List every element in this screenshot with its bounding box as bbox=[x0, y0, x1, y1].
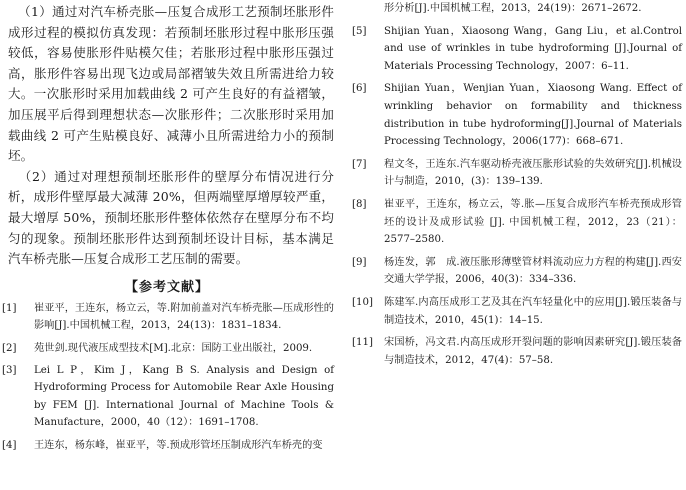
reference-item bbox=[346, 196, 682, 249]
reference-item bbox=[0, 362, 334, 432]
reference-number: [2] bbox=[2, 342, 17, 354]
reference-text: Shijian Yuan，Xiaosong Wang，Gang Liu，et al.Control and use of wrinkles in tube hydroforming [J].Journal of Materials Processing Technology，2007：6–11. bbox=[384, 25, 682, 72]
reference-number: [5] bbox=[352, 25, 367, 37]
reference-text: Shijian Yuan，Wenjian Yuan，Xiaosong Wang. Effect of wrinkling behavior on formability and thickness distribution in tube hydroforming[J].Journal of Materials Processing Technology，2006(177)：668–671. bbox=[384, 83, 682, 148]
reference-text: Lei L P，Kim J，Kang B S. Analysis and Design of Hydroforming Process for Automobile Rear Axle Housing by FEM [J]. International Journal of Machine Tools & Manufacture，2000，40（12）：1691–1708. bbox=[34, 364, 334, 429]
conclusion-paragraph-2 bbox=[0, 167, 334, 270]
reference-number: [7] bbox=[352, 158, 367, 170]
reference-continuation bbox=[346, 0, 682, 18]
reference-text: 陈建军.内高压成形工艺及其在汽车轻量化中的应用[J].锻压装备与制造技术，2010，45(1)：14–15. bbox=[384, 296, 682, 326]
reference-number: [8] bbox=[352, 198, 367, 210]
left-column bbox=[0, 0, 334, 459]
reference-text: 崔亚平，王连东，杨立云，等.附加前盖对汽车桥壳胀—压成形性的影响[J].中国机械工程，2013，24(13)：1831–1834. bbox=[34, 302, 334, 332]
reference-number: [6] bbox=[352, 83, 367, 95]
reference-item bbox=[0, 340, 334, 357]
reference-number: [10] bbox=[352, 296, 373, 308]
reference-text: 杨连发，郭 成.液压胀形薄壁管材料流动应力方程的构建[J].西安交通大学学报，2006，40(3)：334–336. bbox=[384, 256, 682, 286]
reference-number: [4] bbox=[2, 439, 17, 451]
reference-item bbox=[346, 156, 682, 191]
reference-number: [1] bbox=[2, 302, 17, 314]
conclusion-text-2: （2）通过对理想预制坯胀形件的壁厚分布情况进行分析，成形件壁厚最大减薄 20%，但两端壁厚增厚较严重，最大增厚 50%，预制坯胀形件整体依然存在壁厚分布不均匀的现象。预制坯胀形件达到预制坯设计目标，基本满足汽车桥壳胀—压复合成形工艺压制的需要。 bbox=[8, 168, 334, 267]
reference-item bbox=[346, 294, 682, 329]
reference-item bbox=[346, 23, 682, 76]
conclusion-text-1: （1）通过对汽车桥壳胀—压复合成形工艺预制坯胀形件成形过程的模拟仿真发现：若预制坯胀形过程中胀形压强较低，容易使胀形件贴模欠佳；若胀形过程中胀形压强过高，胀形件容易出现飞边或局部褶皱失效且所需进给力较大。一次胀形时采用加载曲线 2 可产生良好的有益褶皱，加压展平后得到理想状态—次胀形件；二次胀形时采用加载曲线 2 可产生贴模良好、减薄小且所需进给力小的预制坯。 bbox=[8, 4, 334, 164]
reference-continuation-text: 形分析[J].中国机械工程，2013，24(19)：2671–2672. bbox=[384, 3, 642, 14]
reference-item bbox=[346, 80, 682, 150]
conclusion-paragraph-1 bbox=[0, 0, 334, 167]
references-heading: 【参考文献】 bbox=[124, 279, 209, 295]
reference-item bbox=[0, 300, 334, 335]
reference-number: [3] bbox=[2, 364, 17, 376]
reference-text: 程文冬，王连东.汽车驱动桥壳液压胀形试验的失效研究[J].机械设计与制造，2010，(3)：139–139. bbox=[384, 158, 682, 188]
reference-item bbox=[346, 334, 682, 369]
reference-number: [9] bbox=[352, 256, 367, 268]
reference-number: [11] bbox=[352, 337, 373, 349]
reference-item bbox=[0, 437, 334, 454]
right-column bbox=[346, 0, 682, 374]
reference-text: 苑世剑.现代液压成型技术[M].北京：国防工业出版社，2009. bbox=[34, 342, 313, 354]
reference-text: 王连东，杨东峰，崔亚平，等.预成形管坯压制成形汽车桥壳的变 bbox=[34, 439, 323, 451]
reference-item bbox=[346, 254, 682, 289]
reference-text: 崔亚平，王连东，杨立云，等.胀—压复合成形汽车桥壳预成形管坯的设计及成形试验 [J]. 中国机械工程，2012，23（21）：2577–2580. bbox=[384, 198, 682, 246]
reference-text: 宋国桥，冯文君.内高压成形开裂问题的影响因素研究[J].锻压装备与制造技术，2012，47(4)：57–58. bbox=[384, 337, 682, 366]
